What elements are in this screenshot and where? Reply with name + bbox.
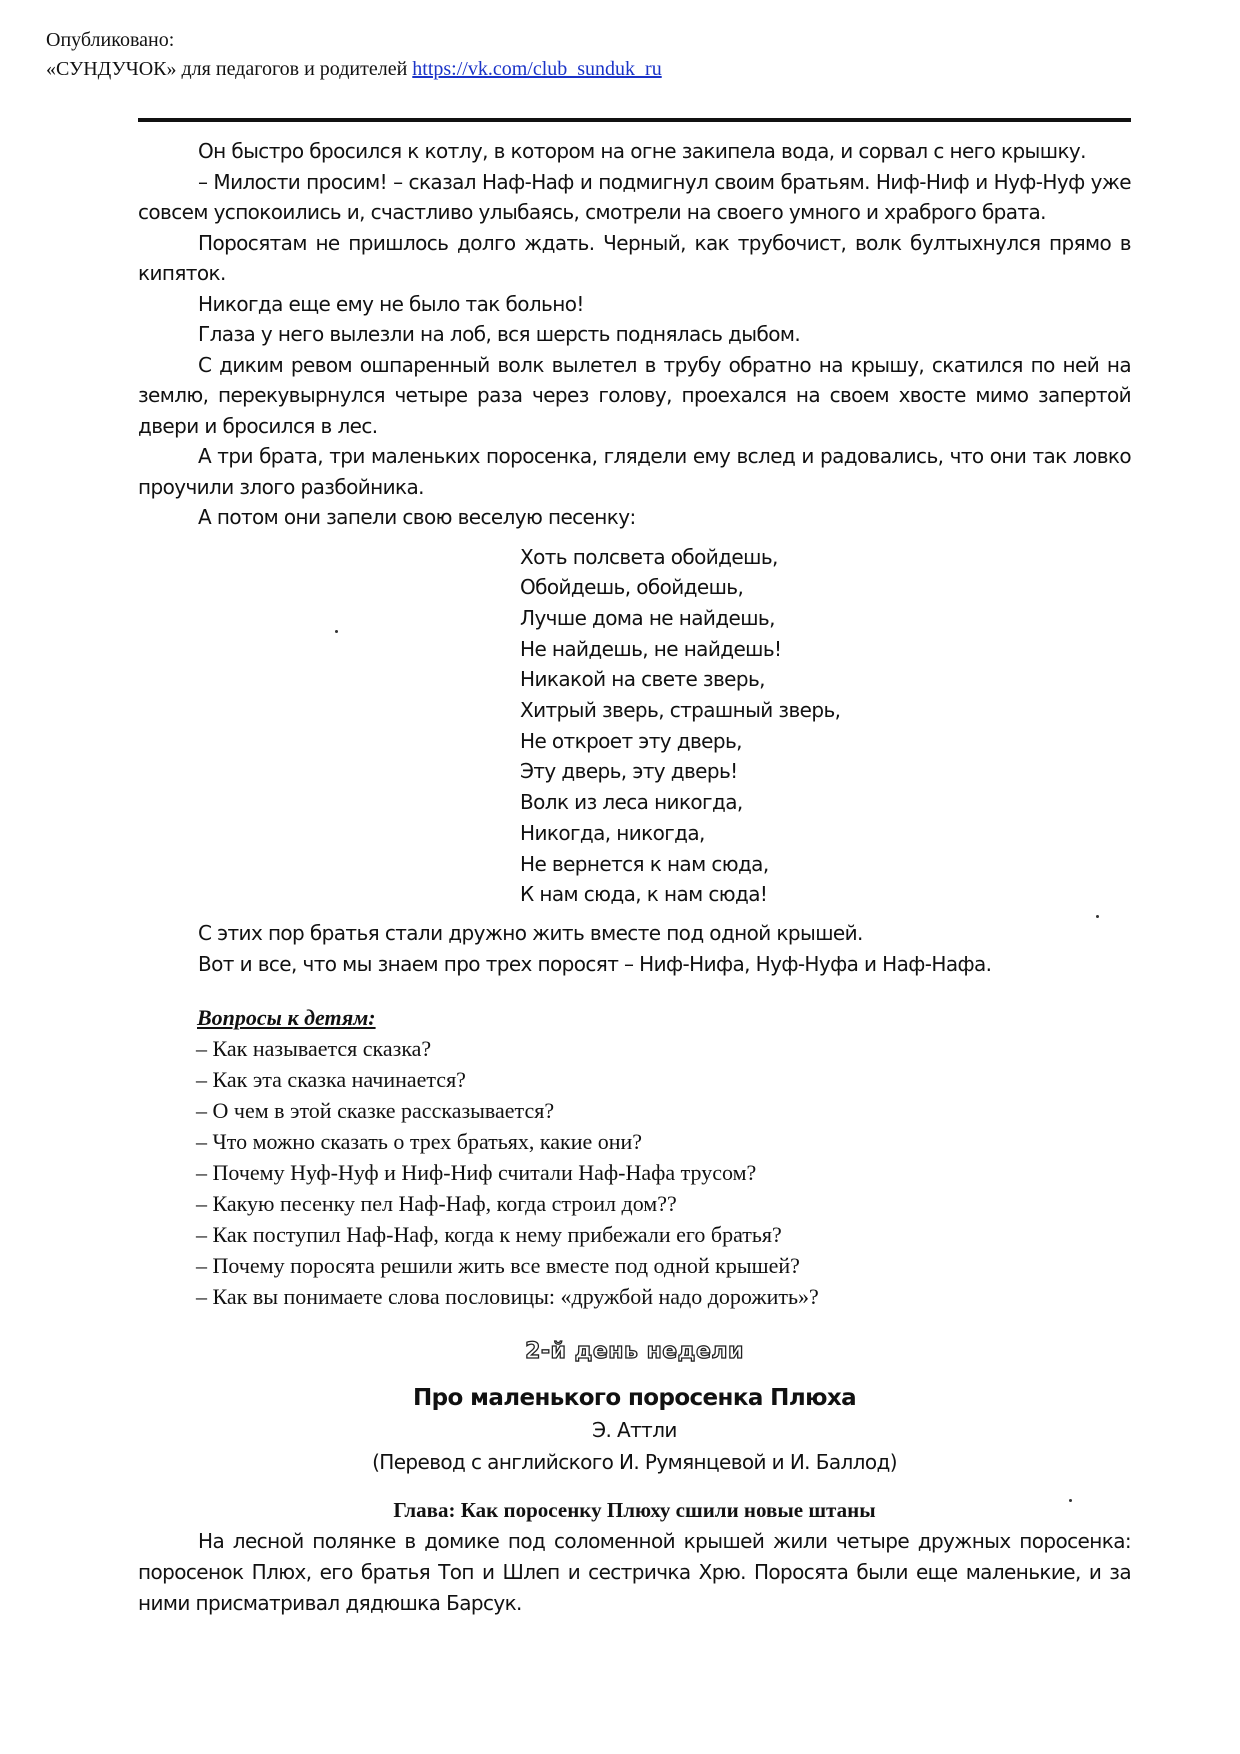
song-line: К нам сюда, к нам сюда! — [520, 882, 768, 907]
questions-title: Вопросы к детям: — [197, 1004, 376, 1030]
song-line: Никакой на свете зверь, — [520, 667, 765, 692]
story-paragraph: Он быстро бросился к котлу, в котором на огне закипела вода, и сорвал с него крышку. — [198, 139, 1086, 163]
question-item: – Как эта сказка начинается? — [196, 1066, 466, 1092]
question-item: – Как называется сказка? — [196, 1035, 432, 1061]
song-line: Никогда, никогда, — [520, 820, 705, 845]
closing-paragraph: С этих пор братья стали дружно жить вместе под одной крышей. — [198, 920, 863, 945]
chapter-intro — [138, 1526, 1131, 1619]
song-line: Лучше дома не найдешь, — [520, 605, 775, 630]
source-line — [46, 55, 662, 84]
question-item: – Что можно сказать о трех братьях, какие они? — [196, 1128, 643, 1154]
story-paragraph: Никогда еще ему не было так больно! — [198, 291, 584, 316]
source-text: «СУНДУЧОК» для педагогов и родителей — [46, 58, 408, 80]
day-heading: 2-й день недели — [525, 1338, 744, 1364]
published-label: Опубликовано: — [46, 29, 175, 51]
song-line: Хитрый зверь, страшный зверь, — [520, 698, 841, 723]
song-line: Не найдешь, не найдешь! — [520, 636, 782, 661]
question-item: – Почему поросята решили жить все вместе под одной крышей? — [196, 1252, 800, 1278]
translation-credit: (Перевод с английского И. Румянцевой и И. Баллод) — [372, 1449, 897, 1474]
story-paragraph: Поросятам не пришлось долго ждать. Черный, как трубочист, волк бултыхнулся прямо в кипяток. — [138, 230, 1131, 285]
closing-text — [138, 918, 1131, 980]
song-line: Обойдешь, обойдешь, — [520, 575, 744, 600]
story-paragraph: – Милости просим! – сказал Наф-Наф и подмигнул своим братьям. Ниф-Ниф и Нуф-Нуф уже совсем успокоились и, счастливо улыбаясь, смотрели на своего умного и храброго брата. — [138, 169, 1131, 224]
scan-speck — [335, 630, 338, 633]
closing-paragraph: Вот и все, что мы знаем про трех поросят – Ниф-Нифа, Нуф-Нуфа и Наф-Нафа. — [198, 951, 992, 976]
song-line: Хоть полсвета обойдешь, — [520, 544, 778, 569]
vk-link[interactable]: https://vk.com/club_sunduk_ru — [412, 58, 662, 80]
song-line: Волк из леса никогда, — [520, 790, 743, 815]
intro-paragraph: На лесной полянке в домике под соломенной крышей жили четыре дружных поросенка: поросенок Плюх, его братья Топ и Шлеп и сестричка Хрю. Поросята были еще маленькие, и за ними присматривал дядюшка Барсук. — [138, 1528, 1131, 1615]
question-item: – Как поступил Наф-Наф, когда к нему прибежали его братья? — [196, 1221, 782, 1247]
question-item: – Почему Нуф-Нуф и Ниф-Ниф считали Наф-Нафа трусом? — [196, 1159, 757, 1185]
header-rule — [138, 118, 1131, 122]
song-verse — [520, 542, 1131, 910]
story-paragraph: С диким ревом ошпаренный волк вылетел в трубу обратно на крышу, скатился по ней на землю, перекувырнулся четыре раза через голову, проехался на своем хвосте мимо запертой двери и бросился в лес. — [138, 352, 1131, 438]
story-paragraph: Глаза у него вылезли на лоб, вся шерсть поднялась дыбом. — [198, 322, 801, 346]
question-item: – Какую песенку пел Наф-Наф, когда строил дом?? — [196, 1190, 677, 1216]
scan-speck — [1096, 915, 1099, 918]
story-paragraph: А потом они запели свою веселую песенку: — [198, 505, 636, 529]
scan-speck — [1069, 1499, 1072, 1502]
question-item: – Как вы понимаете слова пословицы: «дружбой надо дорожить»? — [196, 1283, 819, 1309]
page-content — [138, 136, 1131, 1619]
story-paragraph: А три брата, три маленьких поросенка, глядели ему вслед и радовались, что они так ловко проучили злого разбойника. — [138, 444, 1131, 499]
story-title: Про маленького поросенка Плюха — [413, 1384, 856, 1411]
publication-header — [46, 26, 662, 84]
questions-section — [138, 1002, 1131, 1312]
song-line: Не вернется к нам сюда, — [520, 851, 769, 876]
chapter-heading: Глава: Как поросенку Плюху сшили новые штаны — [393, 1497, 876, 1522]
song-line: Эту дверь, эту дверь! — [520, 759, 738, 784]
story-author: Э. Аттли — [592, 1417, 677, 1442]
question-item: – О чем в этой сказке рассказывается? — [196, 1097, 555, 1123]
song-line: Не откроет эту дверь, — [520, 728, 742, 753]
story-text — [138, 136, 1131, 533]
